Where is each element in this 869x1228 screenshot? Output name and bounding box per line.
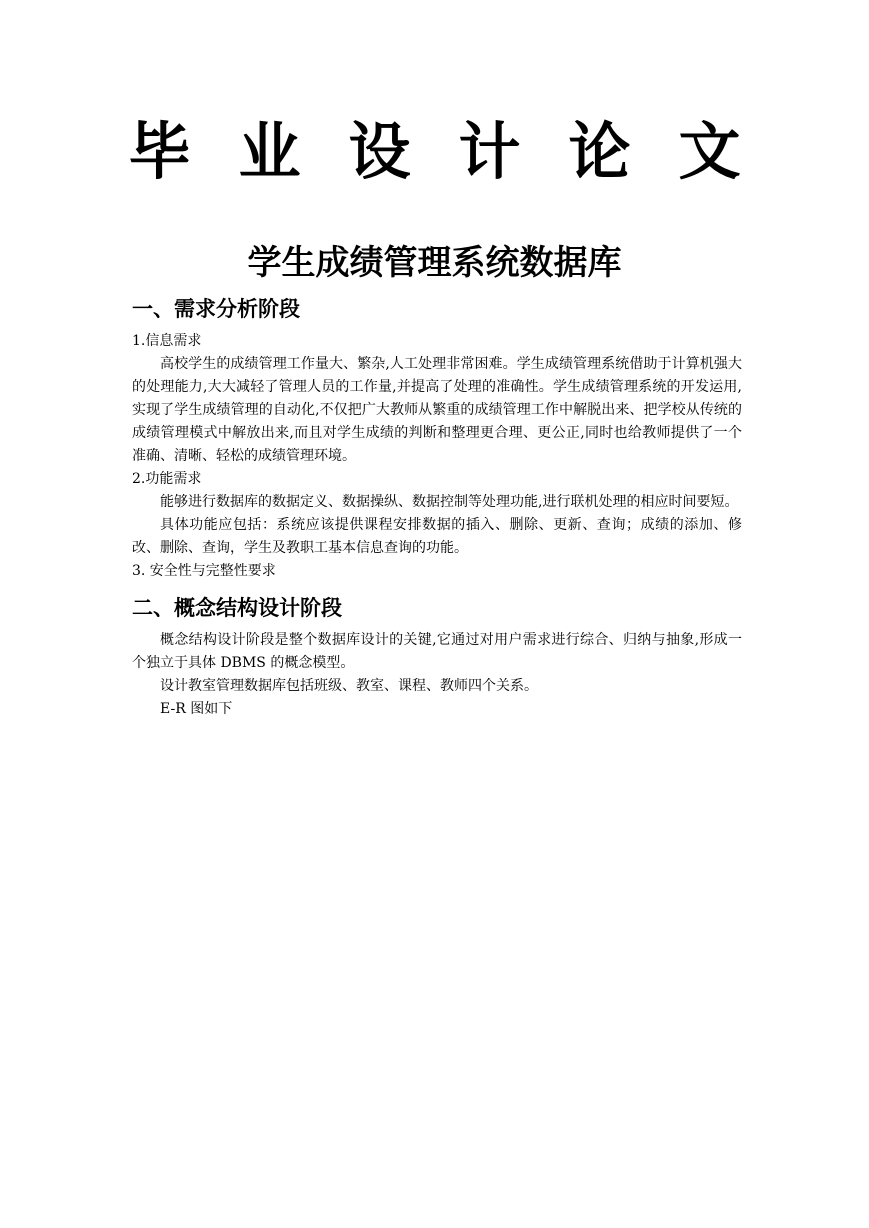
subheading-security-integrity: 3. 安全性与完整性要求 [132,563,276,579]
paragraph-conceptual-design: 概念结构设计阶段是整个数据库设计的关键,它通过对用户需求进行综合、归纳与抽象,形成一个独立于具体 DBMS 的概念模型。 [132,632,742,671]
paragraph-database-relations: 设计教室管理数据库包括班级、教室、课程、教师四个关系。 [160,678,538,694]
subheading-functional-needs: 2.功能需求 [132,471,202,487]
subheading-information-needs: 1.信息需求 [132,333,202,349]
document-body [132,292,742,721]
paragraph-functional-needs: 能够进行数据库的数据定义、数据操纵、数据控制等处理功能,进行联机处理的相应时间要短。 [160,494,739,510]
document-title: 学生成绩管理系统数据库 [247,243,622,283]
paragraph-specific-functions: 具体功能应包括：系统应该提供课程安排数据的插入、删除、更新、查询；成绩的添加、修改、删除、查询，学生及教职工基本信息查询的功能。 [132,517,742,556]
main-title: 毕业设计论文 [128,115,789,188]
paragraph-information-needs: 高校学生的成绩管理工作量大、繁杂,人工处理非常困难。学生成绩管理系统借助于计算机强大的处理能力,大大减轻了管理人员的工作量,并提高了处理的准确性。学生成绩管理系统的开发运用,实现了学生成绩管理的自动化,不仅把广大教师从繁重的成绩管理工作中解脱出来、把学校从传统的成绩管理模式中解放出来,而且对学生成绩的判断和整理更合理、更公正,同时也给教师提供了一个准确、清晰、轻松的成绩管理环境。 [132,356,742,464]
section-heading-conceptual-design: 二、概念结构设计阶段 [132,595,342,620]
section-heading-requirements: 一、需求分析阶段 [132,296,300,321]
paragraph-er-diagram-intro: E-R 图如下 [160,701,233,717]
